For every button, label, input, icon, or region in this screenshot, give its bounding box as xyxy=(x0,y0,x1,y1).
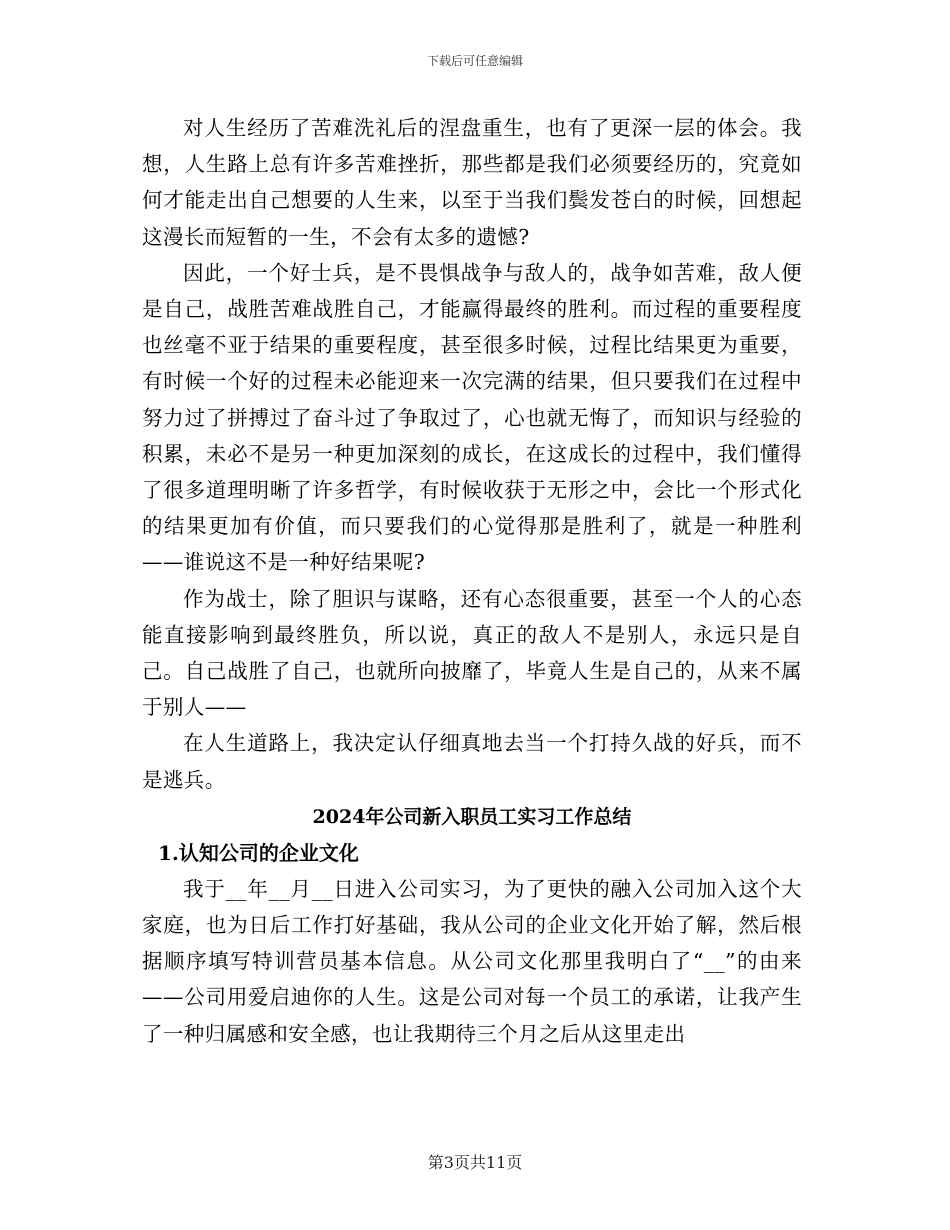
document-body xyxy=(142,110,802,1052)
page-header-note: 下载后可任意编辑 xyxy=(426,54,523,68)
document-title: 2024年公司新入职员工实习工作总结 xyxy=(312,805,632,828)
section-heading: 1.认知公司的企业文化 xyxy=(158,840,359,865)
section-paragraph: 我于__年__月__日进入公司实习，为了更快的融入公司加入这个大家庭，也为日后工作打好基础，我从公司的企业文化开始了解，然后根据顺序填写特训营员基本信息。从公司文化那里我明白了“__”的由来——公司用爱启迪你的人生。这是公司对每一个员工的承诺，让我产生了一种归属感和安全感，也让我期待三个月之后从这里走出 xyxy=(142,876,802,1046)
body-paragraph-1: 对人生经历了苦难洗礼后的涅盘重生，也有了更深一层的体会。我想，人生路上总有许多苦难挫折，那些都是我们必须要经历的，究竟如何才能走出自己想要的人生来，以至于当我们鬓发苍白的时候，回想起这漫长而短暂的一生，不会有太多的遗憾? xyxy=(142,116,802,249)
page-number: 第3页共11页 xyxy=(427,1153,523,1172)
body-paragraph-3: 作为战士，除了胆识与谋略，还有心态很重要，甚至一个人的心态能直接影响到最终胜负，所以说，真正的敌人不是别人，永远只是自己。自己战胜了自己，也就所向披靡了，毕竟人生是自己的，从来不属于别人—— xyxy=(142,586,802,720)
body-paragraph-4: 在人生道路上，我决定认仔细真地去当一个打持久战的好兵，而不是逃兵。 xyxy=(142,731,802,792)
body-paragraph-2: 因此，一个好士兵，是不畏惧战争与敌人的，战争如苦难，敌人便是自己，战胜苦难战胜自己，才能赢得最终的胜利。而过程的重要程度也丝毫不亚于结果的重要程度，甚至很多时候，过程比结果更为重要，有时候一个好的过程未必能迎来一次完满的结果，但只要我们在过程中努力过了拼搏过了奋斗过了争取过了，心也就无悔了，而知识与经验的积累，未必不是另一种更加深刻的成长，在这成长的过程中，我们懂得了很多道理明晰了许多哲学，有时候收获于无形之中，会比一个形式化的结果更加有价值，而只要我们的心觉得那是胜利了，就是一种胜利——谁说这不是一种好结果呢? xyxy=(142,260,802,575)
